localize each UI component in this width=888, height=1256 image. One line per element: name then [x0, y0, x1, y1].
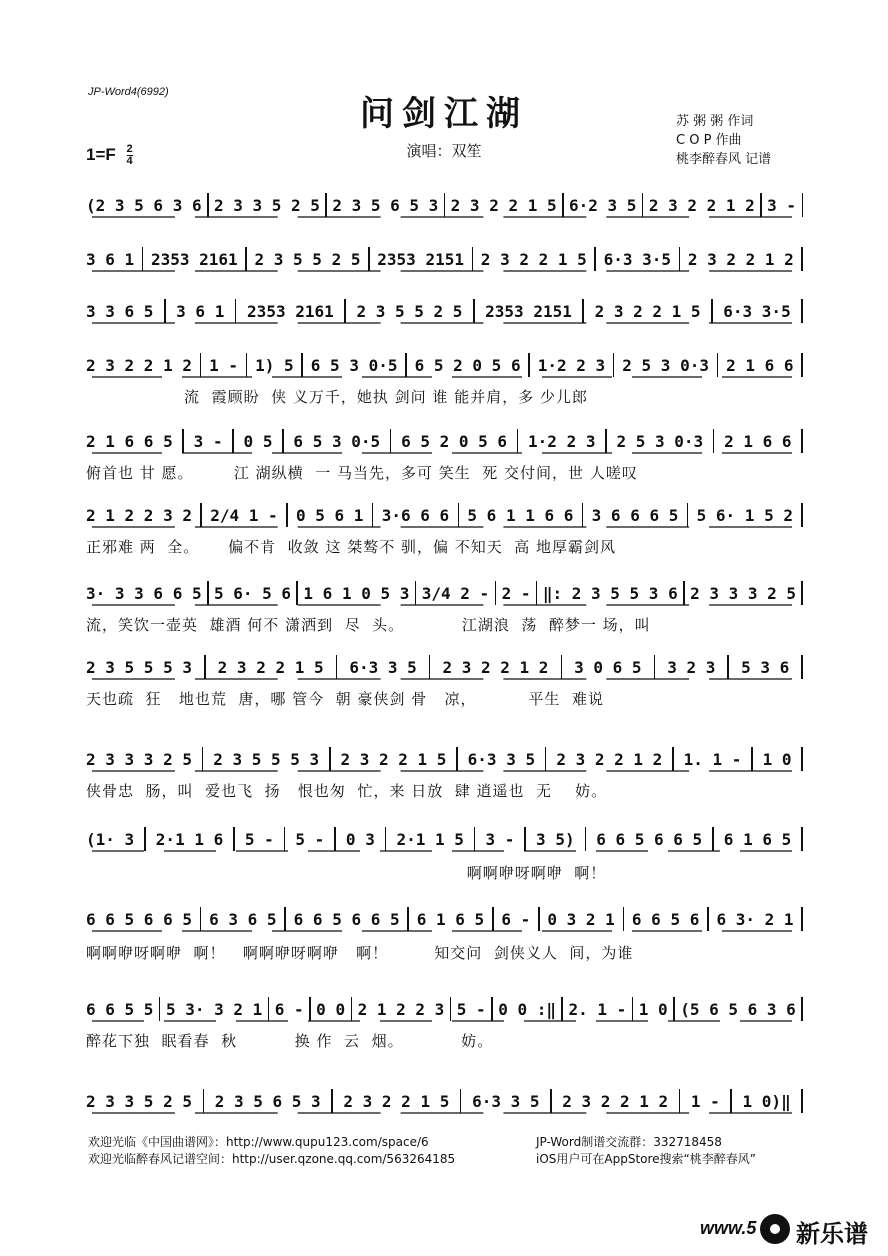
measure: 2 3 2 2 1 2 [556, 749, 663, 769]
barline [429, 655, 431, 679]
measure: 2·1 1 5 [396, 829, 464, 849]
measure: 3/4 2 - [421, 583, 490, 603]
beam-lines [86, 849, 806, 857]
measure: 5 - [456, 999, 486, 1019]
measure: 2353 2161 [247, 301, 334, 321]
barline [325, 193, 327, 217]
measure: 5 3· 3 2 1 [165, 999, 263, 1019]
score-row [86, 426, 806, 482]
barline [200, 907, 202, 931]
measure: 6·3 3 5 [467, 749, 536, 769]
measure: 2 3 2 2 1 5 [340, 749, 447, 769]
beam-lines [86, 451, 806, 459]
disc-logo-icon [760, 1214, 790, 1244]
barline [679, 1089, 681, 1113]
measure: 6·3 3·5 [723, 301, 791, 321]
measure: 1·2 2 3 [537, 355, 606, 375]
measure: 2 3 2 2 1 5 [450, 195, 557, 215]
measure: 2/4 1 - [210, 505, 278, 525]
measure: (2 3 5 6 3 6 [86, 195, 202, 215]
lyric-line: 俯首也 甘 愿。 江 湖纵横 一 马当先，多可 笑生 死 交付间，世 人嗟叹 [86, 464, 638, 482]
measure: 2. 1 - [568, 999, 627, 1019]
watermark-brand: 新乐谱 [796, 1220, 868, 1248]
measure: 3 2 3 [667, 657, 716, 677]
barline [751, 747, 753, 771]
measure: 3 - [193, 431, 223, 451]
beam-lines [86, 1111, 806, 1119]
barline [524, 827, 526, 851]
barline [801, 353, 803, 377]
score-row [86, 1086, 806, 1118]
barline [460, 1089, 462, 1113]
barline [801, 429, 803, 453]
beam-lines [86, 215, 806, 223]
measure: 5 - [244, 829, 274, 849]
measure: 6·3 3·5 [603, 249, 672, 269]
barline [351, 997, 353, 1021]
beam-lines [86, 677, 806, 685]
barline [717, 353, 719, 377]
barline [683, 581, 685, 605]
barline [282, 429, 284, 453]
barline [801, 827, 803, 851]
footer-left [88, 1134, 455, 1168]
barline [296, 581, 298, 605]
measure: 5 6 1 1 6 6 [467, 505, 574, 525]
measure: 3 0 6 5 [574, 657, 642, 677]
measure: 0 0 [316, 999, 346, 1019]
measure: 0 3 [345, 829, 375, 849]
measure: 2 - [501, 583, 531, 603]
barline [801, 997, 803, 1021]
lyric-line: 醉花下独 眠看春 秋 换 作 云 烟。 妨。 [86, 1032, 494, 1050]
source-label: JP-Word4(6992) [88, 86, 169, 98]
barline [200, 353, 202, 377]
barline [329, 747, 331, 771]
footer-line-2: 欢迎光临醉春风记谱空间：http://user.qzone.qq.com/563264185 [88, 1152, 456, 1166]
barline [200, 503, 202, 527]
measure: 6 5 3 0·5 [293, 431, 381, 451]
barline [801, 247, 803, 271]
barline [712, 827, 714, 851]
barline [368, 247, 370, 271]
song-title: 问剑江湖 [360, 94, 528, 134]
barline [334, 827, 336, 851]
beam-lines [86, 929, 806, 937]
measure: 6·3 3 5 [472, 1091, 540, 1111]
barline [164, 299, 166, 323]
measure: 2·1 1 6 [155, 829, 224, 849]
barline [517, 429, 519, 453]
barline [450, 997, 452, 1021]
measure: 1·2 2 3 [528, 431, 596, 451]
measure: 3 6 6 6 5 [591, 505, 679, 525]
lyric-line: 流，笑饮一壶英 雄酒 何不 潇洒到 尽 头。 江湖浪 荡 醉梦一 场，叫 [86, 616, 651, 634]
barline [632, 997, 634, 1021]
measure: 2 3 2 2 1 5 [480, 249, 587, 269]
measure: ‖: 2 3 5 5 3 6 [542, 583, 678, 603]
singer-label: 演唱：双笙 [406, 142, 482, 160]
barline [642, 193, 644, 217]
lyric-line: 正邪难 两 全。 偏不肯 收敛 这 桀骜不 驯，偏 不知天 高 地厚霸剑风 [86, 538, 617, 556]
measure: 2 5 3 0·3 [622, 355, 709, 375]
barline [456, 747, 458, 771]
measure: 6 5 2 0 5 6 [401, 431, 508, 451]
measure: 1 - [690, 1091, 720, 1111]
measure: 3 5) [536, 829, 575, 849]
measure: 2 3 2 2 1 5 [594, 301, 701, 321]
score-row [86, 652, 806, 708]
barline [390, 429, 392, 453]
barline [679, 247, 681, 271]
barline [232, 429, 234, 453]
barline [713, 429, 715, 453]
barline [492, 907, 494, 931]
barline [268, 997, 270, 1021]
barline [203, 1089, 205, 1113]
barline [707, 907, 709, 931]
measure: 1 6 1 0 5 3 [303, 583, 410, 603]
barline [415, 581, 417, 605]
barline [730, 1089, 732, 1113]
measure: 2 1 6 6 [724, 431, 792, 451]
measure: 2 1 6 6 5 [86, 431, 173, 451]
barline [536, 581, 538, 605]
measure: 2 3 3 5 2 5 [86, 1091, 192, 1111]
barline [336, 655, 338, 679]
score-row [86, 296, 806, 328]
barline [801, 655, 803, 679]
measure: 2353 2161 [150, 249, 238, 269]
measure: 5 6· 5 6 [213, 583, 292, 603]
measure: 2 1 6 6 [726, 355, 794, 375]
measure: 1) 5 [255, 355, 294, 375]
measure: 2 3 2 2 1 2 [562, 1091, 669, 1111]
barline [286, 503, 288, 527]
barline [204, 655, 206, 679]
barline [405, 353, 407, 377]
lyric-line: 天也疏 狂 地也荒 唐，哪 管今 朝 豪侠剑 骨 凉， 平生 难说 [86, 690, 604, 708]
measure: 2 3 2 2 1 2 [648, 195, 755, 215]
barline [801, 581, 803, 605]
barline [407, 907, 409, 931]
barline [613, 353, 615, 377]
barline [207, 193, 209, 217]
measure: 2 3 2 2 1 5 [343, 1091, 450, 1111]
score-row [86, 904, 806, 962]
measure: 2 3 5 6 5 3 [332, 195, 439, 215]
barline [550, 1089, 552, 1113]
barline [142, 247, 144, 271]
measure: 1 - [209, 355, 238, 375]
barline [727, 655, 729, 679]
measure: 2 3 2 2 1 5 [217, 657, 324, 677]
barline [801, 503, 803, 527]
measure: 0 5 [243, 431, 273, 451]
time-top: 2 [126, 143, 133, 155]
barline [801, 299, 803, 323]
lyric-line: 流 霞顾盼 侠 义万千，她执 剑问 谁 能并肩，多 少儿郎 [86, 388, 588, 406]
barline [801, 907, 803, 931]
footer-line-3: JP-Word制谱交流群：332718458 [536, 1135, 722, 1149]
measure: 0 0 :‖ [498, 999, 556, 1019]
score-row [86, 244, 806, 276]
measure: 6 6 5 6 [631, 909, 700, 929]
measure: 2 3 3 5 2 5 [213, 195, 320, 215]
transcriber-credit: 桃李醉春风 记谱 [676, 152, 772, 167]
measure: 3·6 6 6 [381, 505, 450, 525]
barline [562, 193, 564, 217]
score-row [86, 578, 806, 634]
beam-lines [86, 769, 806, 777]
barline [444, 193, 446, 217]
barline [585, 827, 587, 851]
watermark-site: www.5 [700, 1218, 757, 1238]
barline [284, 827, 286, 851]
barline [594, 247, 596, 271]
barline [561, 997, 563, 1021]
barline [545, 747, 547, 771]
barline [801, 747, 803, 771]
barline [233, 827, 235, 851]
measure: 5 - [295, 829, 325, 849]
barline [458, 503, 460, 527]
measure: 2 3 2 2 1 2 [442, 657, 549, 677]
time-bottom: 4 [126, 155, 133, 167]
barline [246, 353, 248, 377]
measure: 2 1 2 2 3 [357, 999, 445, 1019]
barline [495, 581, 497, 605]
barline [654, 655, 656, 679]
barline [309, 997, 311, 1021]
measure: 6 - [501, 909, 531, 929]
barline [344, 299, 346, 323]
barline [473, 299, 475, 323]
barline [582, 299, 584, 323]
measure: 1 0)‖ [742, 1091, 791, 1111]
measure: 3· 3 3 6 6 5 [86, 583, 202, 603]
barline [582, 503, 584, 527]
measure: (5 6 5 6 3 6 [680, 999, 796, 1019]
barline [802, 193, 804, 217]
measure: 3 6 1 [176, 301, 225, 321]
measure: 6 3 6 5 [209, 909, 277, 929]
measure: 2 3 5 5 2 5 [254, 249, 361, 269]
measure: 2 3 5 5 5 3 [213, 749, 320, 769]
measure: 6 - [274, 999, 304, 1019]
measure: 2 3 3 3 2 5 [690, 583, 797, 603]
barline [711, 299, 713, 323]
measure: 6 5 2 0 5 6 [414, 355, 521, 375]
beam-lines [86, 321, 806, 329]
measure: 2 3 5 6 5 3 [214, 1091, 321, 1111]
measure: 2353 2151 [377, 249, 464, 269]
lyric-line: 啊啊咿呀啊咿 啊！ 啊啊咿呀啊咿 啊！ 知交问 剑侠义人 间，为谁 [86, 944, 634, 962]
barline [159, 997, 161, 1021]
key-label: 1=F [86, 144, 116, 164]
barline [284, 907, 286, 931]
barline [673, 997, 675, 1021]
beam-lines [86, 269, 806, 277]
score-row [86, 190, 806, 222]
measure: 1 0 [638, 999, 668, 1019]
barline [687, 503, 689, 527]
footer-right [536, 1134, 756, 1168]
score-row [86, 744, 806, 800]
measure: 6 6 5 5 [86, 999, 154, 1019]
barline [144, 827, 146, 851]
barline [474, 827, 476, 851]
score-row [86, 824, 806, 882]
measure: (1· 3 [86, 829, 135, 849]
composer-credit: C O P 作曲 [676, 133, 742, 148]
lyricist-credit: 苏 粥 粥 作词 [676, 114, 754, 129]
measure: 2 3 3 3 2 5 [86, 749, 192, 769]
beam-lines [86, 603, 806, 611]
footer-line-4: iOS用户可在AppStore搜索“桃李醉春风” [536, 1152, 756, 1166]
barline [672, 747, 674, 771]
barline [491, 997, 493, 1021]
credits [676, 112, 771, 169]
measure: 2 3 2 2 1 2 [86, 355, 192, 375]
measure: 1. 1 - [683, 749, 742, 769]
barline [538, 907, 540, 931]
barline [801, 1089, 803, 1113]
measure: 6 5 3 0·5 [310, 355, 398, 375]
measure: 3 - [767, 195, 797, 215]
measure: 3 6 1 [86, 249, 135, 269]
barline [245, 247, 247, 271]
barline [385, 827, 387, 851]
barline [301, 353, 303, 377]
measure: 2353 2151 [485, 301, 572, 321]
barline [623, 907, 625, 931]
barline [235, 299, 237, 323]
measure: 2 3 5 5 2 5 [356, 301, 463, 321]
measure: 6·2 3 5 [569, 195, 637, 215]
beam-lines [86, 375, 806, 383]
barline [605, 429, 607, 453]
barline [372, 503, 374, 527]
measure: 2 3 2 2 1 2 [687, 249, 794, 269]
barline [472, 247, 474, 271]
measure: 5 6· 1 5 2 [696, 505, 793, 525]
measure: 1 0 [762, 749, 792, 769]
measure: 2 3 5 5 5 3 [86, 657, 192, 677]
footer-line-1: 欢迎光临《中国曲谱网》：http://www.qupu123.com/space/6 [88, 1135, 429, 1149]
score-row [86, 350, 806, 406]
barline [182, 429, 184, 453]
barline [207, 581, 209, 605]
barline [202, 747, 204, 771]
barline [561, 655, 563, 679]
lyric-line: 啊啊咿呀啊咿 啊！ [86, 864, 607, 882]
measure: 5 3 6 [741, 657, 790, 677]
measure: 6 6 5 6 6 5 [293, 909, 400, 929]
beam-lines [86, 525, 806, 533]
barline [760, 193, 762, 217]
measure: 0 5 6 1 [295, 505, 364, 525]
measure: 3 3 6 5 [86, 301, 154, 321]
measure: 2 5 3 0·3 [616, 431, 704, 451]
measure: 0 3 2 1 [547, 909, 615, 929]
measure: 6 6 5 6 6 5 [86, 909, 192, 929]
measure: 6 1 6 5 [416, 909, 485, 929]
measure: 6 1 6 5 [723, 829, 792, 849]
barline [528, 353, 530, 377]
measure: 6 6 5 6 6 5 [596, 829, 703, 849]
measure: 6 3· 2 1 [716, 909, 794, 929]
beam-lines [86, 1019, 806, 1027]
score-row [86, 500, 806, 556]
measure: 3 - [485, 829, 515, 849]
lyric-line: 侠骨忠 肠，叫 爱也飞 扬 恨也匆 忙，来 日放 肆 逍遥也 无 妨。 [86, 782, 608, 800]
score-row [86, 994, 806, 1050]
measure: 6·3 3 5 [349, 657, 417, 677]
measure: 2 1 2 2 3 2 [86, 505, 192, 525]
barline [331, 1089, 333, 1113]
